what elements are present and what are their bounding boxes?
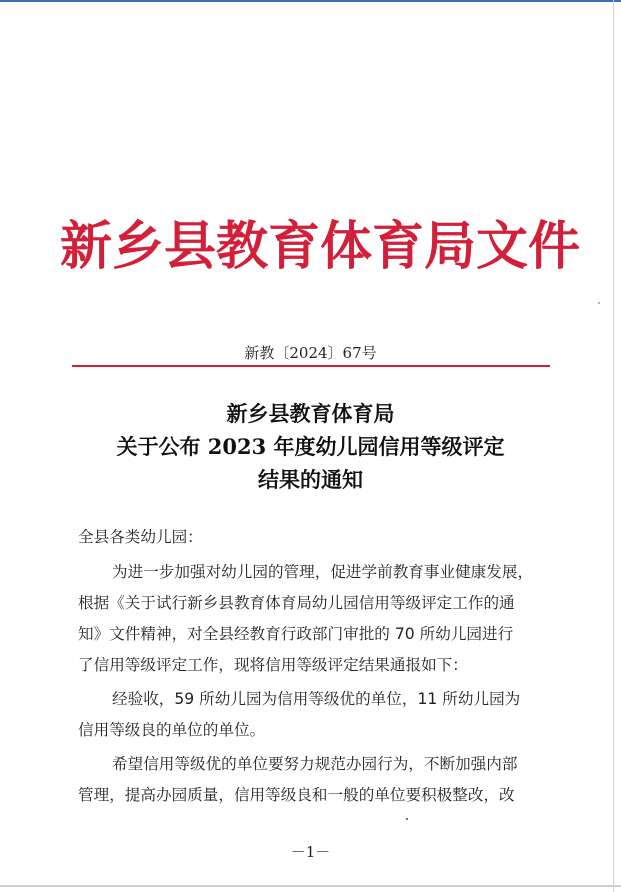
para2-line-2: 信用等级良的单位的单位。: [78, 721, 266, 739]
subject-line-2: 关于公布 2023 年度幼儿园信用等级评定: [116, 434, 505, 459]
document-subject: [0, 397, 621, 496]
scan-speck: [406, 818, 408, 820]
para1-line-1: 为进一步加强对幼儿园的管理，促进学前教育事业健康发展，: [112, 563, 534, 581]
scan-speck: [598, 302, 600, 304]
para1-line-2: 根据《关于试行新乡县教育体育局幼儿园信用等级评定工作的通: [78, 594, 515, 612]
top-border: [0, 0, 621, 2]
para2-line-1: 经验收，59 所幼儿园为信用等级优的单位，11 所幼儿园为: [112, 690, 521, 708]
page-number: －1－: [290, 843, 331, 861]
document-number: 新教〔2024〕67号: [244, 344, 377, 362]
para1-line-3: 知》文件精神，对全县经教育行政部门审批的 70 所幼儿园进行: [78, 625, 514, 643]
subject-line-3: 结果的通知: [258, 467, 363, 492]
document-header-title: 新乡县教育体育局文件: [60, 216, 581, 277]
bottom-border: [0, 885, 621, 887]
para3-line-2: 管理，提高办园质量，信用等级良和一般的单位要积极整改，改: [78, 786, 515, 804]
subject-line-1: 新乡县教育体育局: [226, 401, 395, 426]
para3-line-1: 希望信用等级优的单位要努力规范办园行为，不断加强内部: [112, 755, 518, 773]
header-divider: [72, 365, 550, 367]
para1-line-4: 了信用等级评定工作，现将信用等级评定结果通报如下：: [78, 656, 468, 674]
salutation: 全县各类幼儿园：: [78, 528, 203, 546]
